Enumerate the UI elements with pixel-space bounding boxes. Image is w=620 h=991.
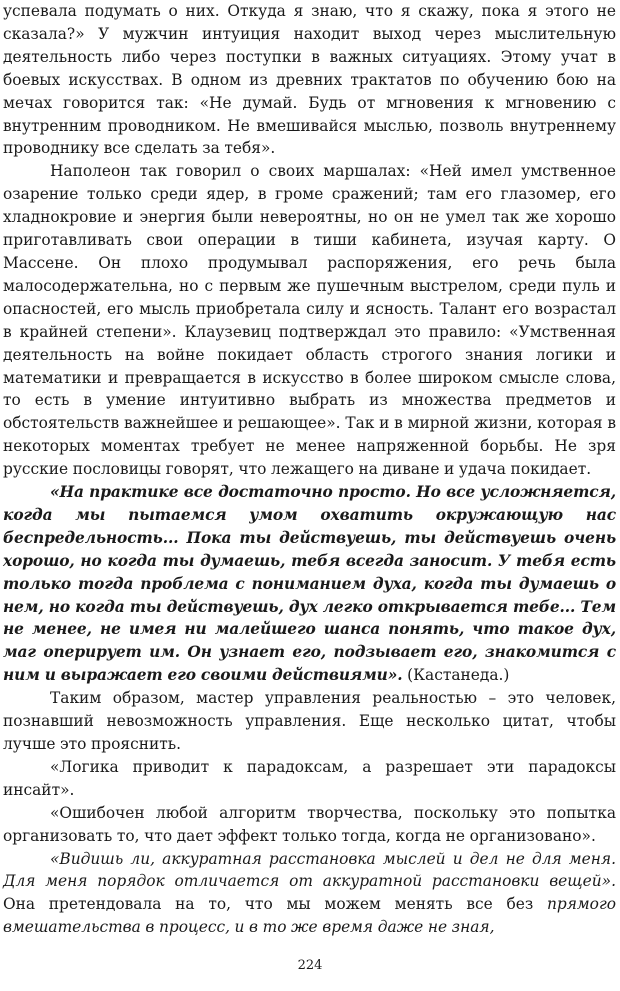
paragraph-intuition: успевала подумать о них. Откуда я знаю, что я скажу, пока я этого не сказала?» У мужчин интуиция находит выход через мыслительную деятельность либо через поступки в важных ситуациях. Этому учат в боевых искусствах. В одном из древних трактатов по обучению бою на мечах говорится так: «Не думай. Будь от мгновения к мгновению с внутренним проводником. Не вмешивайся мыслью, позволь внутреннему проводнику все сделать за тебя».: [3, 2, 616, 158]
paragraph-logic-quote: «Логика приводит к парадоксам, а разрешает эти парадоксы инсайт».: [3, 757, 616, 799]
paragraph-castaneda-quote: [3, 481, 616, 687]
page-number: 224: [297, 958, 323, 973]
order-quote-italic: «Видишь ли, аккуратная расстановка мыслей и дел не для меня. Для меня порядок отличается от аккуратной расстановки вещей».: [3, 849, 616, 891]
paragraph-reality-master: Таким образом, мастер управления реальностью – это человек, познавший невозможность управления. Еще несколько цитат, чтобы лучше это прояснить.: [3, 689, 616, 753]
paragraph-napoleon: Наполеон так говорил о своих маршалах: «Ней имел умственное озарение только среди ядер, в громе сражений; там его глазомер, его хладнокровие и энергия были невероятны, но он не умел так же хорошо приготавливать свои операции в тиши кабинета, изучая карту. О Массене. Он плохо продумывал распоряжения, его речь была малосодержательна, но с первым же пушечным выстрелом, среди пуль и опасностей, его мысль приобретала силу и ясность. Талант его возрастал в крайней степени». Клаузевиц подтверждал это правило: «Умственная деятельность на войне покидает область строгого знания логики и математики и превращается в искусство в более широком смысле слова, то есть в умение интуитивно выбрать из множества предметов и обстоятельств важнейшее и решающее». Так и в мирной жизни, которая в некоторых моментах требует не менее напряженной борьбы. Не зря русские пословицы говорят, что лежащего на диване и удача покидает.: [3, 162, 616, 479]
castaneda-source: (Кастанеда.): [402, 666, 510, 685]
castaneda-quote-text: «На практике все достаточно просто. Но все усложняется, когда мы пытаемся умом охватить окружающую нас беспредельность... Пока ты действуешь, ты действуешь очень хорошо, но когда ты думаешь, тебя всегда заносит. У тебя есть только тогда проблема с пониманием духа, когда ты думаешь о нем, но когда ты действуешь, дух легко открывается тебе... Тем не менее, не имея ни малейшего шанса понять, что такое дух, маг оперирует им. Он узнает его, подзывает его, знакомится с ним и выражает его своими действиями».: [3, 483, 616, 685]
order-quote-regular: Она претендовала на то, что мы можем менять все без: [3, 895, 547, 914]
order-quote-italic-continued: прямого вмешательства в процесс, и в то же время даже не зная,: [3, 895, 616, 937]
paragraph-order-quote: [3, 848, 616, 940]
paragraph-algorithm-quote: «Ошибочен любой алгоритм творчества, поскольку это попытка организовать то, что дает эффект только тогда, когда не организовано».: [3, 803, 616, 845]
